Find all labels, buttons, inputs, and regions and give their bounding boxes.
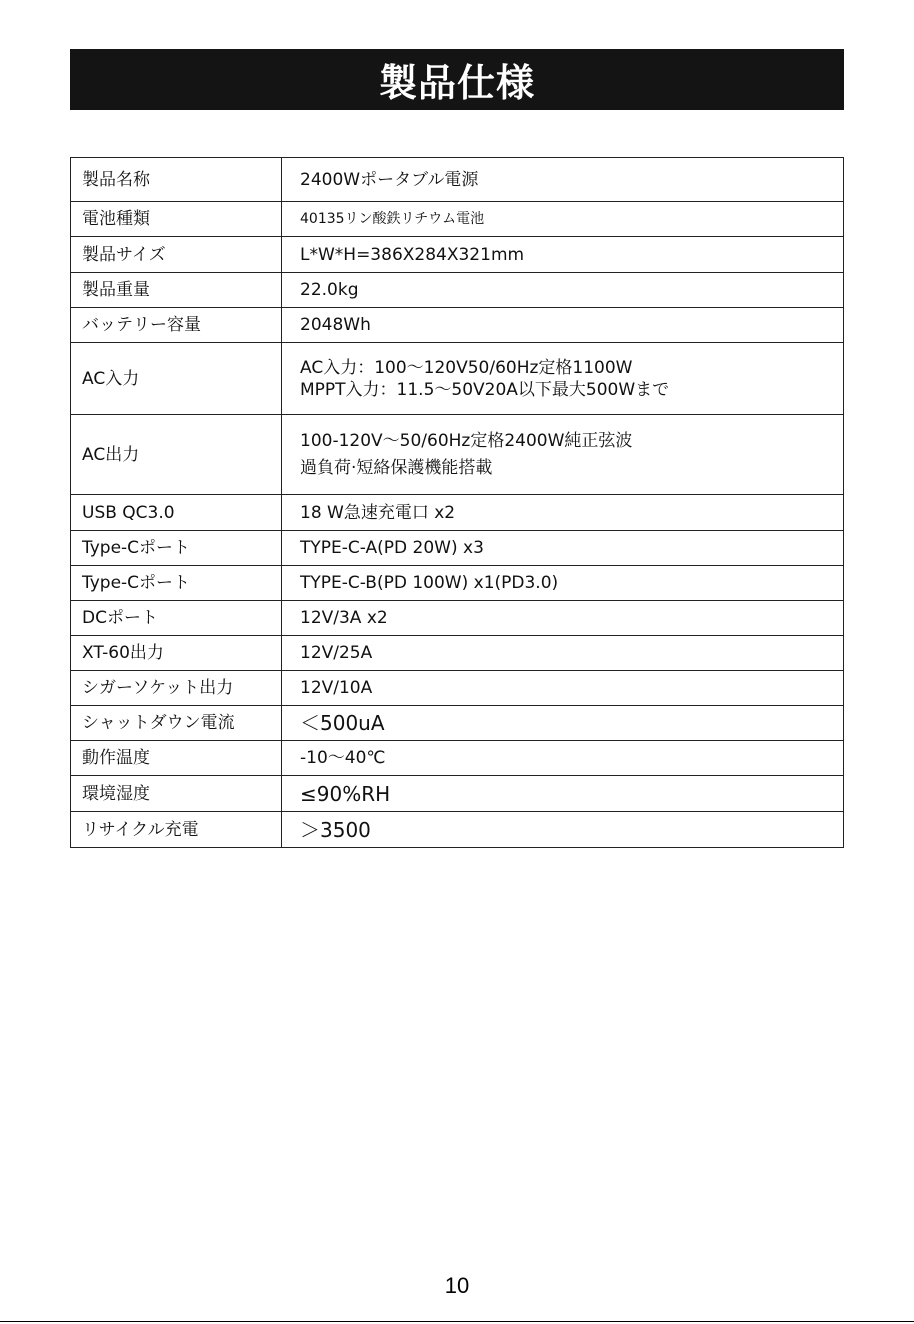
row-value: L*W*H=386X284X321mm bbox=[282, 237, 844, 273]
spec-table bbox=[70, 157, 844, 848]
table-row bbox=[71, 415, 844, 495]
title-bar bbox=[70, 49, 844, 110]
row-label: バッテリー容量 bbox=[71, 308, 282, 343]
row-label: リサイクル充電 bbox=[71, 812, 282, 848]
row-label: 製品名称 bbox=[71, 158, 282, 202]
row-label: 動作温度 bbox=[71, 741, 282, 776]
table-row bbox=[71, 671, 844, 706]
table-row bbox=[71, 566, 844, 601]
table-row bbox=[71, 706, 844, 741]
table-row bbox=[71, 158, 844, 202]
row-value: ≤90%RH bbox=[282, 776, 844, 812]
row-value: 2048Wh bbox=[282, 308, 844, 343]
row-label: シガーソケット出力 bbox=[71, 671, 282, 706]
row-value: 2400Wポータブル電源 bbox=[282, 158, 844, 202]
table-row bbox=[71, 308, 844, 343]
row-value: TYPE-C-A(PD 20W) x3 bbox=[282, 531, 844, 566]
row-value: -10～40℃ bbox=[282, 741, 844, 776]
row-value: 40135リン酸鉄リチウム電池 bbox=[282, 202, 844, 237]
row-value: TYPE-C-B(PD 100W) x1(PD3.0) bbox=[282, 566, 844, 601]
row-value: 12V/25A bbox=[282, 636, 844, 671]
bottom-rule bbox=[0, 1321, 914, 1322]
table-row bbox=[71, 343, 844, 415]
row-label: 製品サイズ bbox=[71, 237, 282, 273]
table-row bbox=[71, 601, 844, 636]
row-label: AC入力 bbox=[71, 343, 282, 415]
table-row bbox=[71, 531, 844, 566]
row-value: 18 W急速充電口 x2 bbox=[282, 495, 844, 531]
table-row bbox=[71, 776, 844, 812]
table-row bbox=[71, 636, 844, 671]
row-label: XT-60出力 bbox=[71, 636, 282, 671]
row-label: AC出力 bbox=[71, 415, 282, 495]
row-label: シャットダウン電流 bbox=[71, 706, 282, 741]
table-row bbox=[71, 812, 844, 848]
row-value: 12V/3A x2 bbox=[282, 601, 844, 636]
table-row bbox=[71, 237, 844, 273]
row-value: ＞3500 bbox=[282, 812, 844, 848]
row-label: Type-Cポート bbox=[71, 531, 282, 566]
table-row bbox=[71, 273, 844, 308]
page-title: 製品仕様 bbox=[378, 61, 535, 105]
row-label: 電池種類 bbox=[71, 202, 282, 237]
row-label: DCポート bbox=[71, 601, 282, 636]
row-value: ＜500uA bbox=[282, 706, 844, 741]
row-label: USB QC3.0 bbox=[71, 495, 282, 531]
row-value: AC入力：100～120V50/60Hz定格1100W MPPT入力：11.5～50V20A以下最大500Wまで bbox=[282, 343, 844, 415]
table-row bbox=[71, 495, 844, 531]
table-row bbox=[71, 202, 844, 237]
row-value: 22.0kg bbox=[282, 273, 844, 308]
row-value: 12V/10A bbox=[282, 671, 844, 706]
page-number: 10 bbox=[444, 1273, 470, 1298]
row-value: 100-120V～50/60Hz定格2400W純正弦波 過負荷·短絡保護機能搭載 bbox=[282, 415, 844, 495]
row-label: 製品重量 bbox=[71, 273, 282, 308]
row-label: Type-Cポート bbox=[71, 566, 282, 601]
row-label: 環境湿度 bbox=[71, 776, 282, 812]
table-row bbox=[71, 741, 844, 776]
